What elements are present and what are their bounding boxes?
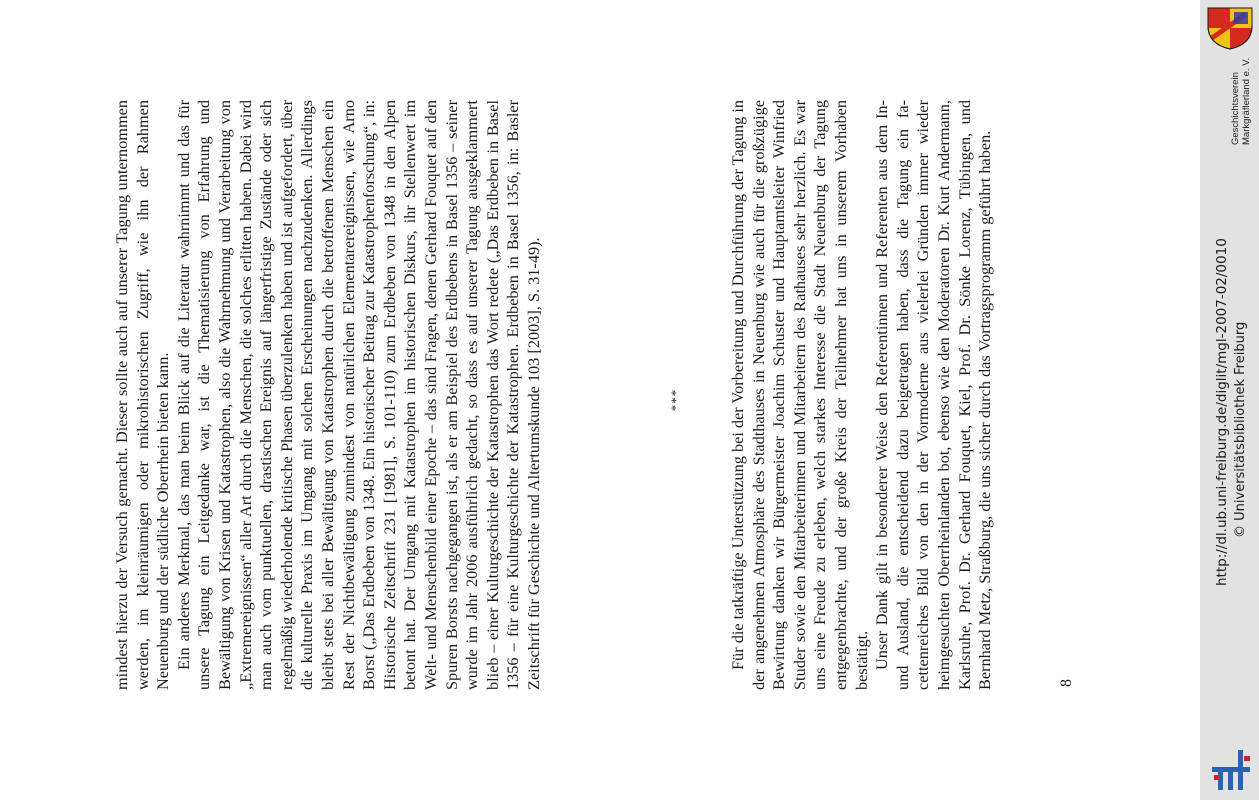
paragraph: Für die tatkräftige Unterstützung bei der Vorbereitung und Durchführung der Tagung in der angenehmen Atmosphäre des Stadthauses in Neuenburg wie auch für die großzügige Bewirtung danken wir Bürgermeister Joachim Schuster und Hauptamtsleiter Winfried Studer sowie den Mitarbeiterinnen und Mitarbeitern des Rathauses sehr herzlich. Es war uns eine Freude zu erleben, welch starkes Interesse die Stadt Neuenburg der Tagung entgegenbrachte, und der große Kreis der Teilnehmer hat uns in unserem Vorhaben bestätigt. (728, 100, 871, 690)
section-separator: *** (668, 388, 683, 412)
text-block-acknowledgements (728, 100, 996, 690)
society-name (1230, 58, 1252, 145)
source-url-link[interactable]: http://dl.ub.uni-freiburg.de/diglit/mgl-2007-02/0010 (1214, 238, 1230, 586)
paragraph: Unser Dank gilt in besonderer Weise den Referentinnen und Referenten aus dem In- und Ausland, die entscheidend dazu beigetragen haben, dass die Tagung ein facettenreiches Bild von den in der Vormoderne aus vielerlei Gründen immer wieder heimgesuchten Oberrheinlanden bot, ebenso wie den Moderatoren Dr. Kurt Andermann, Karlsruhe, Prof. Dr. Gerhard Fouquet, Kiel, Prof. Dr. Sönke Lorenz, Tübingen, und Bernhard Metz, Straßburg, die uns sicher durch das Vortragsprogramm geführt haben. (872, 100, 995, 690)
sidebar-rotated-text (1200, 0, 1259, 800)
society-name-line: Markgräflerland e. V. (1241, 57, 1252, 145)
ub-freiburg-logo-icon (1208, 748, 1254, 792)
text-block-introduction (112, 100, 544, 690)
coat-of-arms-icon (1206, 6, 1254, 50)
paragraph: Ein anderes Merkmal, das man beim Blick auf die Literatur wahrnimmt und das für unsere Tagung ein Leitgedanke war, ist die Thematisierung von Erfahrung und Bewältigung von Krisen und Katastrophen, also die Wahrnehmung und Verarbeitung von „Extremereignissen“ aller Art durch die Menschen, die solches erlitten haben. Dabei wird man auch vom punktuellen, drastischen Ereignis auf längerfristige Zustände oder sich regelmäßig wiederholende kritische Phasen überzulenken haben und ist aufgefordert, über die kulturelle Praxis im Umgang mit solchen Erscheinungen nachzudenken. Allerdings bleibt stets bei aller Bewältigung von Katastrophen durch die betroffenen Menschen ein Rest der Nichtbewältigung zumindest von natürlichen Elementarereignissen, wie Arno Borst („Das Erdbeben von 1348. Ein historischer Beitrag zur Katastrophenforschung“, in: Historische Zeitschrift 231 [1981], S. 101-110) zum Erdbeben von 1348 in den Alpen betont hat. Der Umgang mit Katastrophen im historischen Diskurs, ihr Stellenwert im Welt- und Menschenbild einer Epoche – das sind Fragen, denen Gerhard Fouquet auf den Spuren Borsts nachgegangen ist, als er am Beispiel des Erdbebens in Basel 1356 – seiner wurde im Jahr 2006 ausführlich gedacht, so dass es auf unserer Tagung ausgeklammert blieb – einer Kulturgeschichte der Katastrophen das Wort redete („Das Erdbeben in Basel 1356 – für eine Kulturgeschichte der Katastrophen. Erdbeben in Basel 1356, in: Basler Zeitschrift für Geschichte und Altertumskunde 103 [2003], S. 31-49). (173, 100, 543, 690)
paragraph: mindest hierzu der Versuch gemacht. Dieser sollte auch auf unserer Tagung unternommen werden, im kleinräumigen oder mikrohistorischen Zugriff, wie ihn der Rahmen Neuenburg und der südliche Oberrhein bieten kann. (112, 100, 173, 690)
society-name-line: Geschichtsverein (1230, 72, 1241, 145)
page-number: 8 (1058, 679, 1075, 687)
viewer-sidebar (1200, 0, 1259, 800)
copyright-notice: © Universitätsbibliothek Freiburg (1233, 321, 1248, 538)
